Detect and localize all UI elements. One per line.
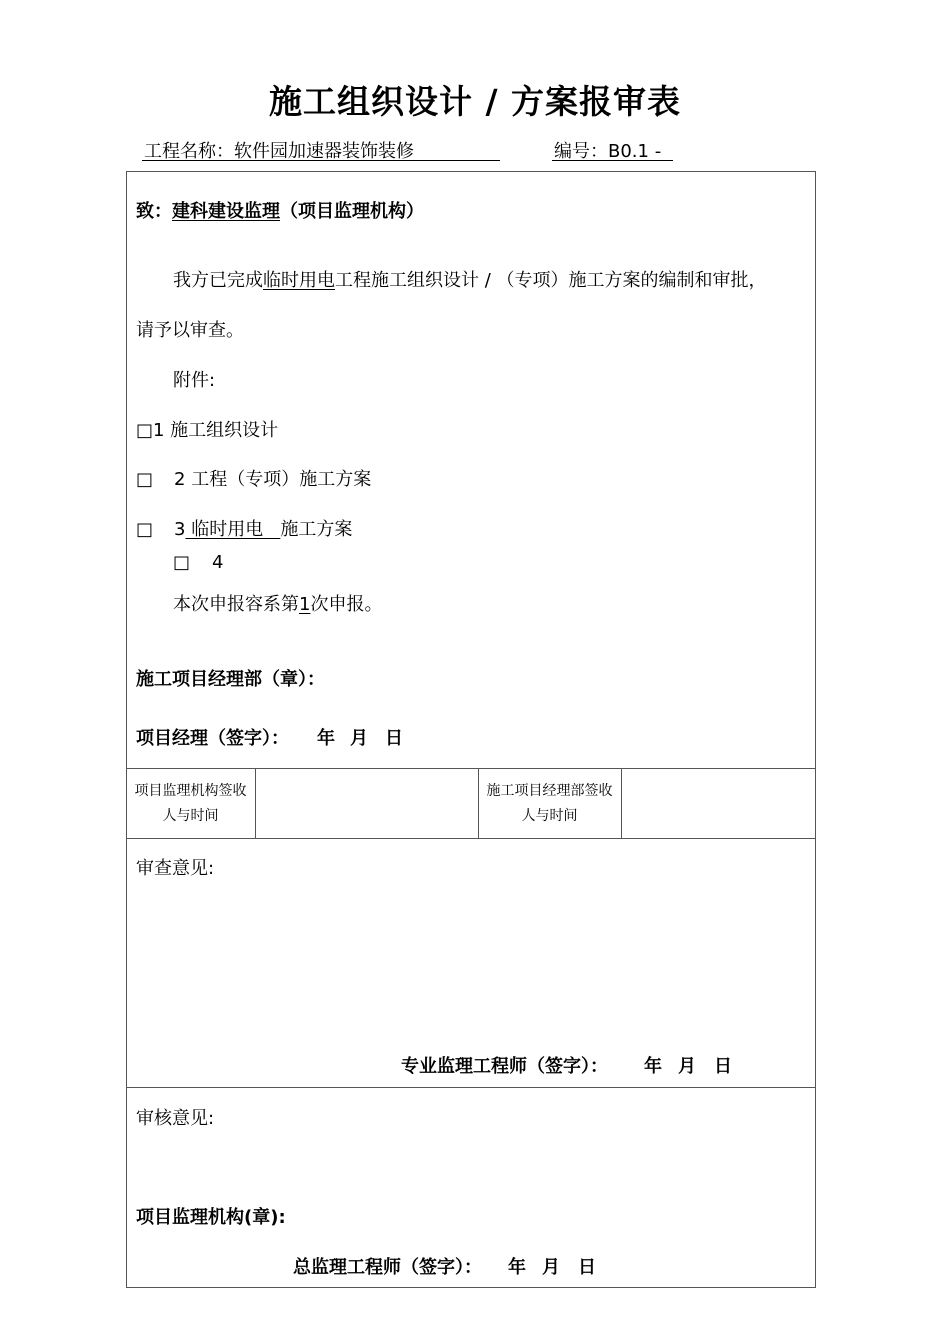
- intro-suffix: 工程施工组织设计 / （专项）施工方案的编制和审批，: [335, 270, 767, 291]
- review-opinion-label: 审查意见:: [136, 858, 215, 879]
- date-day: 日: [578, 1257, 596, 1278]
- audit-opinion-label: 审核意见:: [136, 1108, 215, 1129]
- supervisor-org: 建科建设监理: [172, 201, 280, 222]
- checkbox-icon: □: [136, 469, 154, 490]
- number-value: B0.1 -: [608, 141, 662, 162]
- cell-divider: [621, 768, 622, 838]
- supervision-receipt-label: 项目监理机构签收人与时间: [134, 783, 247, 824]
- chief-signature-line: [293, 1253, 596, 1279]
- cell-divider: [255, 768, 256, 838]
- report-suffix: 次申报。: [310, 594, 383, 615]
- number-label: 编号：: [554, 141, 608, 162]
- number-underline: [552, 160, 673, 161]
- attachment-label: 附件:: [173, 370, 216, 391]
- contractor-receipt-label: 施工项目经理部签收人与时间: [486, 783, 613, 824]
- report-count: 1: [299, 594, 311, 615]
- item3-num: 3: [174, 519, 186, 540]
- date-year: 年: [644, 1056, 662, 1077]
- attachment-item-3: [136, 515, 352, 541]
- intro-line: [173, 266, 767, 292]
- to-label: 致：: [136, 201, 172, 222]
- divider: [126, 1087, 815, 1088]
- attachment-item-2: [136, 465, 371, 491]
- date-day: 日: [385, 728, 403, 749]
- date-year: 年: [508, 1257, 526, 1278]
- item2-text: 2 工程（专项）施工方案: [174, 469, 372, 490]
- engineer-signature-line: [401, 1052, 732, 1078]
- date-month: 月: [350, 728, 368, 749]
- item3-text: 施工方案: [280, 519, 353, 540]
- to-suffix: （项目监理机构）: [280, 201, 424, 222]
- intro-prefix: 我方已完成: [173, 270, 263, 291]
- addressee-line: [136, 197, 424, 223]
- date-year: 年: [317, 728, 335, 749]
- chief-label: 总监理工程师（签字）：: [293, 1257, 482, 1278]
- date-day: 日: [714, 1056, 732, 1077]
- attachment-item-4: [173, 552, 223, 573]
- intro-project: 临时用电: [263, 270, 335, 291]
- engineer-label: 专业监理工程师（签字）：: [401, 1056, 608, 1077]
- contractor-dept-seal: 施工项目经理部（章）：: [136, 669, 325, 690]
- manager-signature-line: [136, 724, 403, 750]
- checkbox-icon: □: [136, 519, 154, 540]
- date-month: 月: [542, 1257, 560, 1278]
- divider: [126, 838, 815, 839]
- project-name-underline: [142, 160, 500, 161]
- project-name: 软件园加速器装饰装修: [234, 141, 414, 162]
- checkbox-icon: □: [173, 552, 191, 573]
- form-title: 施工组织设计 / 方案报审表: [268, 82, 682, 121]
- project-label: 工程名称：: [144, 141, 234, 162]
- item3-fill: 临时用电: [185, 519, 281, 540]
- intro-line-2: 请予以审查。: [136, 320, 244, 341]
- date-month: 月: [678, 1056, 696, 1077]
- divider: [126, 768, 815, 769]
- manager-label: 项目经理（签字）：: [136, 728, 289, 749]
- cell-divider: [478, 768, 479, 838]
- report-prefix: 本次申报容系第: [173, 594, 299, 615]
- attachment-item-1: □1 施工组织设计: [136, 420, 279, 441]
- supervision-org-seal: 项目监理机构(章):: [136, 1207, 286, 1228]
- report-count-line: [173, 590, 382, 616]
- item4-num: 4: [212, 552, 224, 573]
